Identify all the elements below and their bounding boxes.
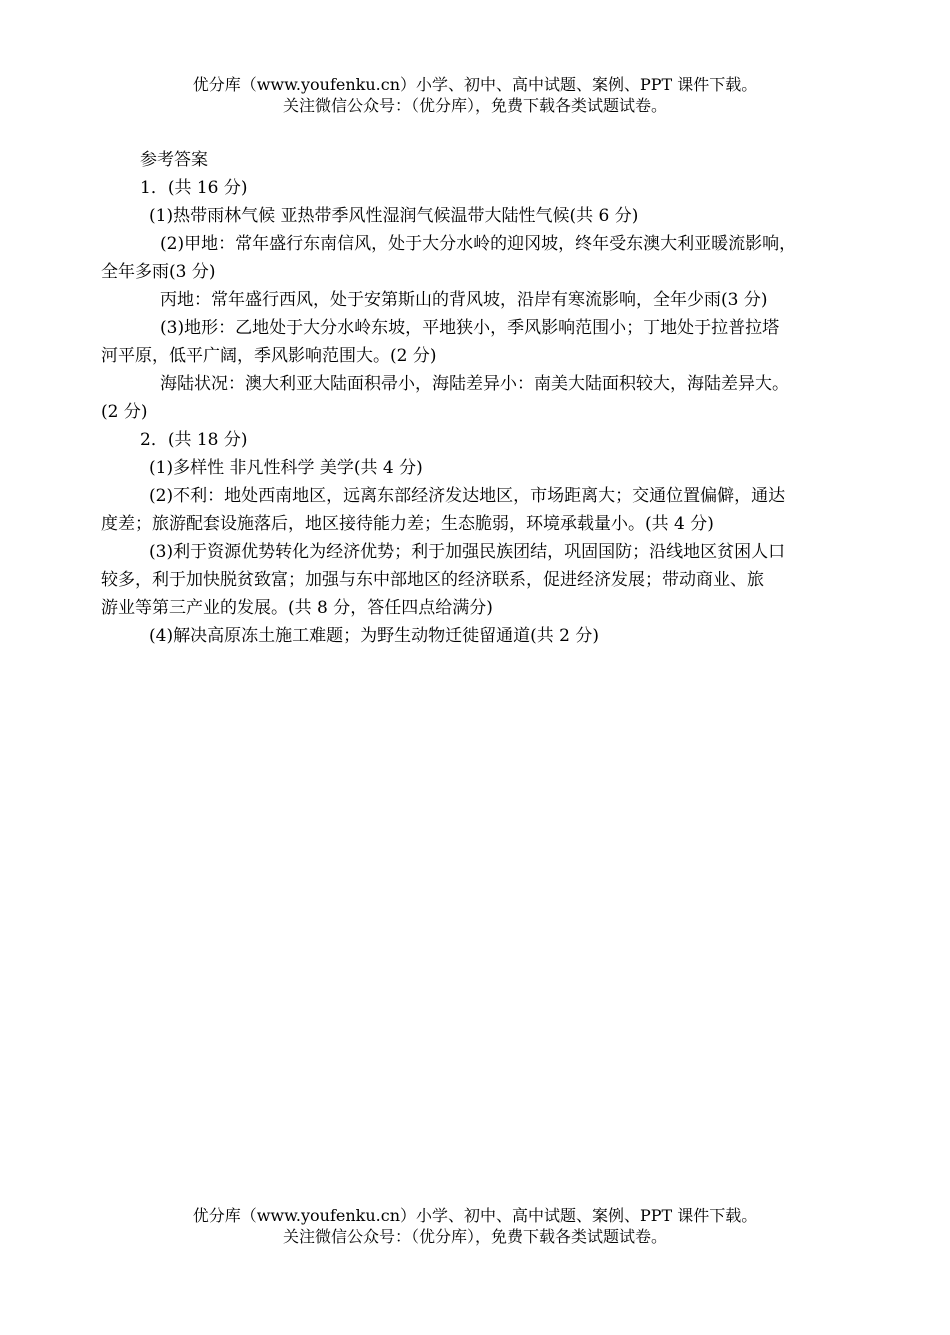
- q1-part3-land-sea-line1: 海陆状况：澳大利亚大陆面积帚小，海陆差异小：南美大陆面积较大，海陆差异大。: [160, 374, 789, 394]
- header-line-1: 优分库（www.youfenku.cn）小学、初中、高中试题、案例、PPT 课件下载。: [192, 75, 758, 94]
- answer-content: [101, 146, 861, 650]
- q1-part2-line2: 全年多雨(3 分): [101, 262, 216, 282]
- q2-part2-line2: 度差；旅游配套设施落后，地区接待能力差；生态脆弱，环境承载量小。(共 4 分): [101, 514, 714, 534]
- footer-line-1: 优分库（www.youfenku.cn）小学、初中、高中试题、案例、PPT 课件下载。: [192, 1206, 758, 1225]
- footer-line-2: 关注微信公众号：（优分库），免费下载各类试题试卷。: [282, 1227, 667, 1246]
- q1-part3-land-sea-line2: (2 分): [101, 402, 148, 422]
- page-footer: [0, 1205, 950, 1247]
- q1-part1: (1)热带雨林气候 亚热带季风性湿润气候温带大陆性气候(共 6 分): [149, 206, 639, 226]
- q2-part3-line2: 较多，利于加快脱贫致富；加强与东中部地区的经济联系，促进经济发展；带动商业、旅: [101, 570, 764, 590]
- q1-heading: 1．(共 16 分): [140, 178, 248, 198]
- answers-title: 参考答案: [140, 150, 208, 170]
- q1-part2-line1: (2)甲地：常年盛行东南信风，处于大分水岭的迎冈坡，终年受东澳大利亚暖流影响，: [160, 234, 797, 254]
- q1-part2-bing: 丙地：常年盛行西风，处于安第斯山的背风坡，沿岸有寒流影响，全年少雨(3 分): [160, 290, 768, 310]
- q2-part3-line1: (3)利于资源优势转化为经济优势；利于加强民族团结，巩固国防；沿线地区贫困人口: [149, 542, 786, 562]
- q1-part3-line1: (3)地形：乙地处于大分水岭东坡，平地狭小，季风影响范围小；丁地处于拉普拉塔: [160, 318, 780, 338]
- q2-part4: (4)解决高原冻土施工难题；为野生动物迁徙留通道(共 2 分): [149, 626, 599, 646]
- q1-part3-line2: 河平原，低平广阔，季风影响范围大。(2 分): [101, 346, 437, 366]
- q2-part1: (1)多样性 非凡性科学 美学(共 4 分): [149, 458, 423, 478]
- q2-part2-line1: (2)不利：地处西南地区，远离东部经济发达地区，市场距离大；交通位置偏僻，通达: [149, 486, 786, 506]
- q2-heading: 2．(共 18 分): [140, 430, 248, 450]
- page-header: [0, 74, 950, 116]
- header-line-2: 关注微信公众号：（优分库），免费下载各类试题试卷。: [282, 96, 667, 115]
- q2-part3-line3: 游业等第三产业的发展。(共 8 分，答任四点给满分): [101, 598, 493, 618]
